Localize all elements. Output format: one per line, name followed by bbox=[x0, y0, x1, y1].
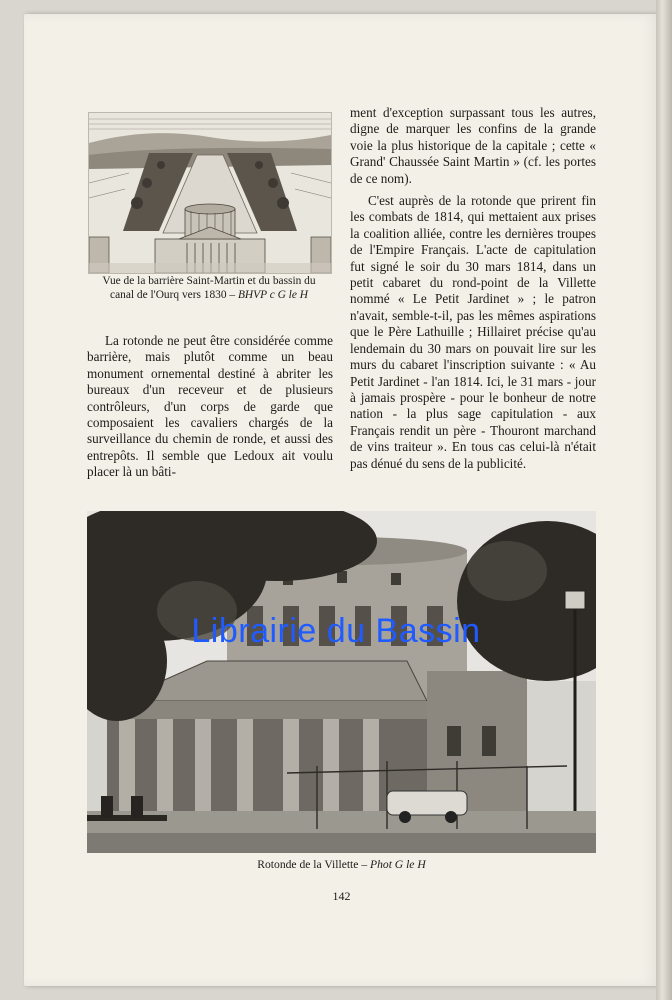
engraving-credit: BHVP c G le H bbox=[237, 288, 308, 301]
engraving-caption-line1: Vue de la barrière Saint-Martin et du bassin du bbox=[102, 275, 316, 287]
photo-caption bbox=[87, 858, 596, 871]
engraving-illustration bbox=[88, 112, 332, 274]
left-paragraph: La rotonde ne peut être considérée comme barrière, mais plutôt comme un beau monument ornemental destiné à abriter les bureaux d'un receveur et de plusieurs contrôleurs, d'un corps de garde que composaient les cavaliers chargés de la surveillance du chemin de ronde, et aussi des entrepôts. Il semble que Ledoux ait voulu placer là un bâti- bbox=[87, 333, 333, 480]
engraving-caption-dash: – bbox=[226, 288, 238, 301]
right-column bbox=[350, 105, 596, 472]
engraving-drawing bbox=[89, 113, 331, 273]
right-paragraph-2: C'est auprès de la rotonde que prirent fin les combats de 1814, qui mettaient aux prises la coalition alliée, contre les dernières troupes de l'Empire Français. L'acte de capitulation fut signé le soir du 30 mars 1814, dans un petit cabaret du rond-point de la Villette nommé « Le Petit Jardinet » ; le patron n'avait, semble-t-il, pas les mêmes aspirations que le Père Lathuille ; Hillairet précise qu'au lendemain du 30 mars on pouvait lire sur les murs du cabaret l'inscription suivante : « Au Petit Jardinet - l'an 1814. Ici, le 31 mars - jour à jamais prospère - pour le bonheur de notre nation - la plus sage capitulation - aux Français rendit un père - Thouront marchand de vins traiteur ». En tous cas celui-là n'était pas dénué du sens de la publicité. bbox=[350, 193, 596, 471]
engraving-caption bbox=[82, 275, 336, 302]
photo-drawing bbox=[87, 511, 596, 853]
photo-caption-text: Rotonde de la Villette bbox=[257, 858, 359, 871]
photo-caption-dash: – bbox=[358, 858, 371, 871]
page-edge bbox=[656, 0, 672, 1000]
rotonde-photograph bbox=[87, 511, 596, 853]
photo-credit: Phot G le H bbox=[370, 858, 426, 871]
watermark-text: Librairie du Bassin bbox=[191, 612, 481, 650]
engraving-caption-line2: canal de l'Ourq vers 1830 bbox=[110, 288, 227, 301]
page-number: 142 bbox=[332, 889, 351, 903]
right-paragraph-1: ment d'exception surpassant tous les autres, digne de marquer les confins de la grande voie la plus historique de la capitale ; cette « Grand' Chaussée Saint Martin » (cf. les portes de ce nom). bbox=[350, 105, 596, 186]
left-column bbox=[87, 333, 333, 481]
